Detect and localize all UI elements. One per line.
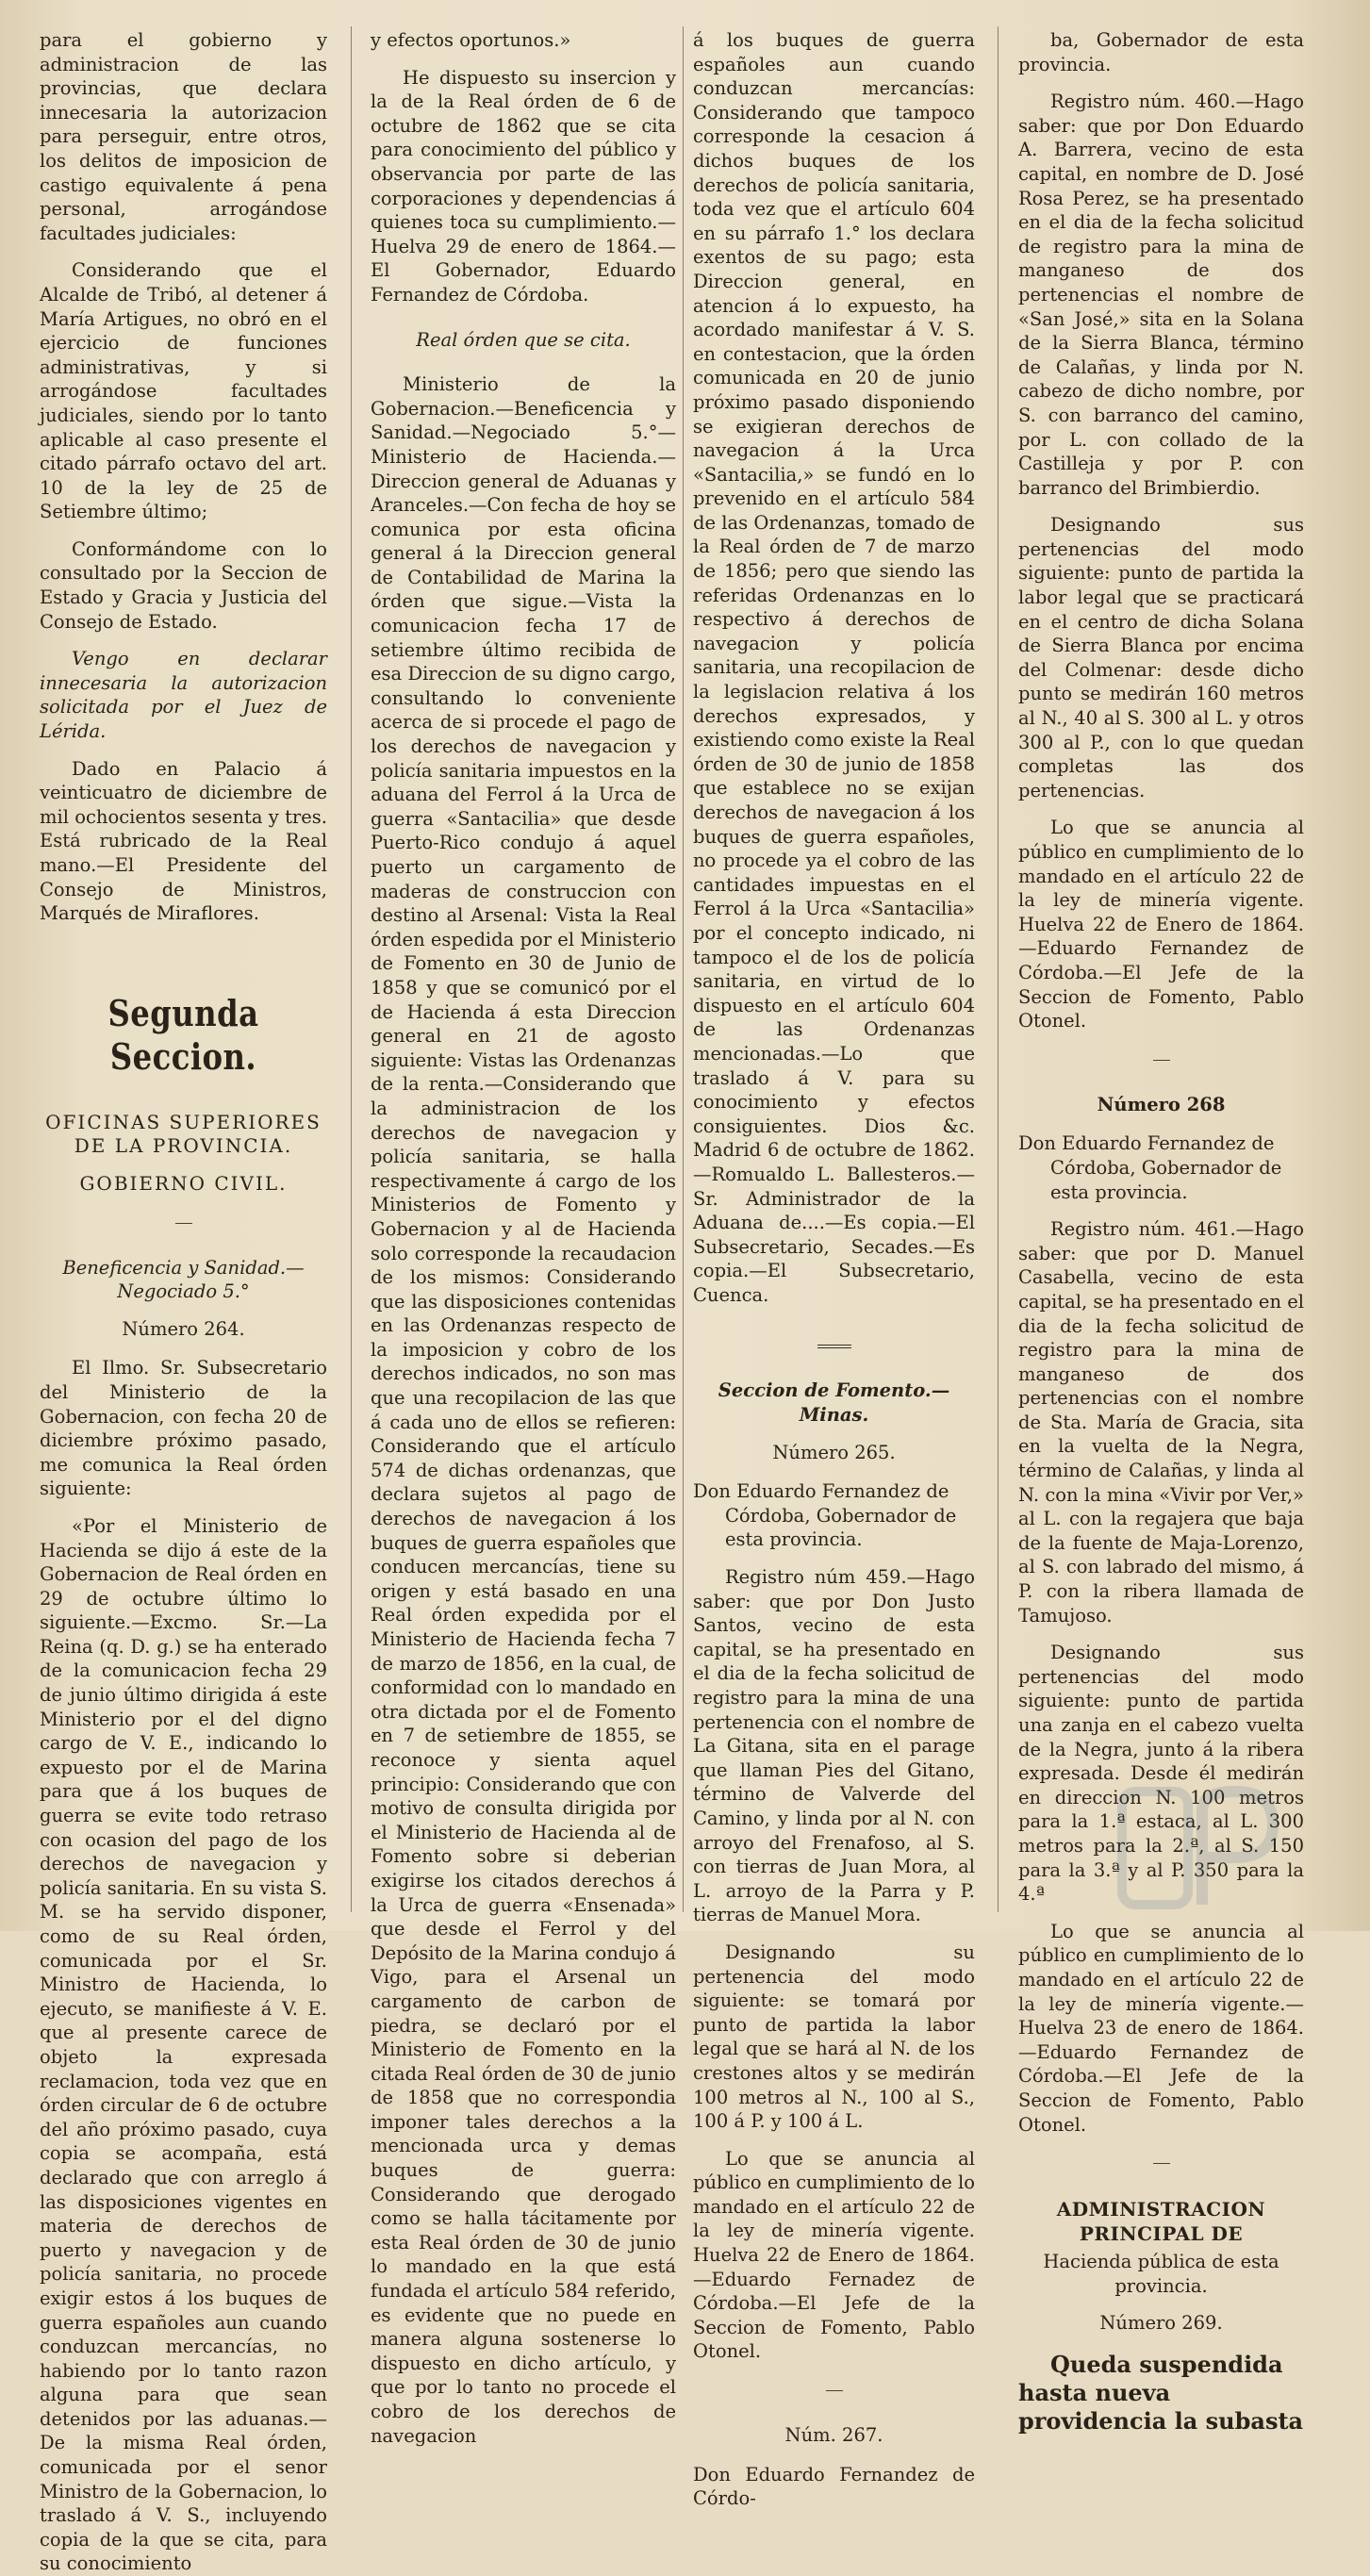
divider: [175, 1223, 192, 1224]
paragraph: He dispuesto su insercion y la de la Real órden de 6 de octubre de 1862 que se cita para conocimiento del público y observancia por parte de las corporaciones y dependencias á quienes toca su cumplimiento.—Huelva 29 de enero de 1864.—El Gobernador, Eduardo Fernandez de Córdoba.: [371, 66, 676, 305]
paragraph: á los buques de guerra españoles aun cuando conduzcan mercancías: Considerando que tampoco corresponde la cesacion á dichos buques de los derechos de policía sanitaria, toda vez que el artículo 604 en su párrafo 1.° los declara exentos de su pago; esta Direccion general, en atencion á lo expuesto, ha acordado manifestar á V. S. en contestacion, que la órden comunicada en 20 de junio próximo pasado disponiendo se exigieran derechos de navegacion á la Urca «Santacilia,» se fundó en lo prevenido en el artículo 584 de las Ordenanzas, tomado de la Real órden de 7 de marzo de 1856; pero que siendo las referidas Ordenanzas en lo respectivo á derechos de navegacion y policía sanitaria, una recopilacion de la legislacion relativa á los derechos expresados, y existiendo como existe la Real órden de 30 de junio de 1858 que establece no se exijan derechos de navegacion á los buques de guerra españoles, no procede ya el cobro de las cantidades impuestas en el Ferrol á la Urca «Santacilia» por el concepto indicado, ni tampoco el de los de policía sanitaria, en virtud de lo dispuesto en el artículo 604 de las Ordenanzas mencionadas.—Lo que traslado á V. para su conocimiento y efectos consiguientes. Dios &c. Madrid 6 de octubre de 1862.—Romualdo L. Ballesteros.—Sr. Administrador de la Aduana de....—Es copia.—El Subsecretario, Secades.—Es copia.—El Subsecretario, Cuenca.: [693, 29, 975, 1306]
paragraph: Ministerio de la Gobernacion.—Beneficencia y Sanidad.—Negociado 5.°—Ministerio de Hacienda.—Direccion general de Aduanas y Aranceles.—Con fecha de hoy se comunica por esta oficina general á la Direccion general de Contabilidad de Marina la órden que sigue.—Vista la comunicacion fecha 17 de setiembre último recibida de esa Direccion de su digno cargo, consultando lo conveniente acerca de si procede el pago de los derechos de navegacion y policía sanitaria impuestos en la aduana del Ferrol á la Urca de guerra «Santacilia» que desde Puerto-Rico condujo á aquel puerto un cargamento de maderas de construccion con destino al Arsenal: Vista la Real órden espedida por el Ministerio de Fomento en 30 de Junio de 1858 y que se comunicó por el de Hacienda á esta Direccion general en 21 de agosto siguiente: Vistas las Ordenanzas de la renta.—Considerando que la administracion de los derechos de navegacion y policía sanitaria, se halla respectivamente á cargo de los Ministerios de Fomento y Gobernacion y al de Hacienda solo corresponde la recaudacion de los mismos: Considerando que las disposiciones contenidas en las Ordenanzas respecto de la imposicion y cobro de los derechos indicados, no son mas que una recopilacion de las que á cada uno de ellos se refieren: Considerando que el artículo 574 de dichas ordenanzas, que declara sujetos al pago de derechos de navegacion á los buques de guerra españoles que conducen mercancías, tiene su origen y está basado en una Real órden expedida por el Ministerio de Hacienda fecha 7 de marzo de 1856, en la cual, de conformidad con lo mandado en otra dictada por el de Fomento en 7 de setiembre de 1855, se reconoce y sienta aquel principio: Considerando que con motivo de consulta dirigida por el Ministerio de Hacienda al de Fomento sobre si deberian exigirse los citados derechos á la Urca de guerra «Ensenada» que desde el Ferrol y del Depósito de la Marina condujo á Vigo, para el Arsenal un cargamento de carbon de piedra, se declaró por el Ministerio de Fomento en la citada Real órden de 30 de junio de 1858 que no correspondia imponer tales derechos a la mencionada urca y demas buques de guerra: Considerando que derogado como se halla tácitamente por esta Real órden de 30 de junio lo mandado en la que está fundada el artículo 584 referido, es evidente que no puede en manera alguna sostenerse lo dispuesto en dicho artículo, y que por lo tanto no procede el cobro de los derechos de navegacion: [371, 373, 676, 2447]
administration-heading: ADMINISTRACION PRINCIPAL DE: [1056, 2198, 1266, 2245]
paragraph: Designando sus pertenencias del modo siguiente: punto de partida la labor legal que se practicará en el centro de dicha Solana de Sierra Blanca por encima del Colmenar: desde dicho punto se medirán 160 metros al N., 40 al S. 300 al L. y otros 300 al P., con lo que quedan completas las dos pertenencias.: [1018, 514, 1304, 801]
divider: [826, 2390, 843, 2391]
divider: [817, 1345, 851, 1348]
department-heading: Seccion de Fomento.—Minas.: [718, 1379, 950, 1427]
column-rule: [998, 26, 999, 1912]
department-heading: Beneficencia y Sanidad.—Negociado 5.°: [62, 1256, 305, 1303]
civil-government-heading: GOBIERNO CIVIL.: [79, 1171, 288, 1195]
paragraph: Don Eduardo Fernandez de Córdo-: [693, 2463, 975, 2510]
paragraph: Dado en Palacio á veinticuatro de diciembre de mil ochocientos sesenta y tres. Está rubricado de la Real mano.—El Presidente del Consejo de Ministros, Marqués de Miraflores.: [40, 757, 327, 925]
paragraph: Registro núm. 461.—Hago saber: que por D. Manuel Casabella, vecino de esta capital, se ha presentado en el dia de la fecha solicitud de registro para la mina de manganeso de dos pertenencias con el nombre de Sta. María de Gracia, sita en la vuelta de la Negra, término de Calañas, y linda al N. con la mina «Vivir por Ver,» al L. con la regajera que baja de la fuente de Maja-Lorenzo, al S. con labrado del mismo, á P. con la ribera llamada de Tamujoso.: [1018, 1218, 1304, 1627]
paragraph: Lo que se anuncia al público en cumplimiento de lo mandado en el artículo 22 de la ley de minería vigente. Huelva 22 de Enero de 1864.—Eduardo Fernadez de Córdoba.—El Jefe de la Seccion de Fomento, Pablo Otonel.: [693, 2147, 975, 2363]
divider: [1153, 1060, 1170, 1061]
column-1: [40, 28, 327, 2575]
paragraph: Vengo en declarar innecesaria la autorizacion solicitada por el Juez de Lérida.: [40, 648, 327, 743]
column-rule: [351, 26, 352, 1912]
paragraph: Queda suspendida hasta nueva providencia la subasta: [1018, 2351, 1304, 2436]
paragraph: Registro núm 459.—Hago saber: que por Don Justo Santos, vecino de esta capital, se ha presentado en el dia de la fecha solicitud de registro para la mina de una pertenencia con el nombre de La Gitana, sita en el parage que llaman Pies del Gitano, término de Valverde del Camino, y linda por al N. con arroyo del Frenafoso, al S. con tierras de Juan Mora, al L. arroyo de la Parra y P. tierras de Manuel Mora.: [693, 1566, 975, 1926]
paragraph: «Por el Ministerio de Hacienda se dijo á este de la Gobernacion de Real órden en 29 de octubre último lo siguiente.—Excmo. Sr.—La Reina (q. D. g.) se ha enterado de la comunicacion fecha 29 de junio último dirigida á este Ministerio por el del digno cargo de V. E., indicando lo expuesto por el de Marina para que á los buques de guerra se evite todo retraso con ocasion del pago de los derechos de navegacion y policía sanitaria. En su vista S. M. se ha servido disponer, como de su Real órden, comunicada por el Sr. Ministro de Hacienda, lo ejecuto, se manifieste á V. E. que al presente carece de objeto la expresada reclamacion, toda vez que en órden circular de 6 de octubre del año próximo pasado, cuya copia se acompaña, está declarado que con arreglo á las disposiciones vigentes en materia de derechos de puerto y navegacion y de policía sanitaria, no procede exigir estos á los buques de guerra españoles aun cuando conduzcan mercancías, no habiendo por lo tanto razon alguna para que sean detenidos por las aduanas.—De la misma Real órden, comunicada por el senor Ministro de la Gobernacion, lo traslado á V. S., incluyendo copia de la que se cita, para su conocimiento: [40, 1514, 327, 2575]
paragraph: Conformándome con lo consultado por la Seccion de Estado y Gracia y Justicia del Consejo de Estado.: [40, 537, 327, 633]
paragraph: y efectos oportunos.»: [371, 29, 571, 51]
divider: [1153, 2163, 1170, 2164]
paragraph: Don Eduardo Fernandez de Córdoba, Gobernador de esta provincia.: [1018, 1132, 1282, 1203]
column-2: [371, 28, 676, 2447]
subheading: Real órden que se cita.: [416, 328, 631, 351]
paragraph: Don Eduardo Fernandez de Córdoba, Gobernador de esta provincia.: [693, 1480, 957, 1551]
notice-number: Número 268: [1097, 1093, 1226, 1115]
paragraph: Lo que se anuncia al público en cumplimiento de lo mandado en el artículo 22 de la ley de minería vigente. Huelva 22 de Enero de 1864.—Eduardo Fernandez de Córdoba.—El Jefe de la Seccion de Fomento, Pablo Otonel.: [1018, 817, 1304, 1032]
paragraph: para el gobierno y administracion de las provincias, que declara innecesaria la autorizacion para perseguir, entre otros, los delitos de imposicion de castigo equivalente á pena personal, arrogándose facultades judiciales:: [40, 29, 327, 244]
column-3: [693, 28, 975, 2510]
notice-number: Número 265.: [772, 1441, 896, 1463]
notice-number: Número 269.: [1099, 2312, 1223, 2335]
offices-heading: OFICINAS SUPERIORES DE LA PROVINCIA.: [45, 1110, 322, 1158]
paragraph: Considerando que el Alcalde de Tribó, al detener á María Artigues, no obró en el ejercicio de funciones administrativas, y si arrogándose facultades judiciales, siendo por lo tanto aplicable al caso presente el citado párrafo octavo del art. 10 de la ley de 25 de Setiembre último;: [40, 259, 327, 523]
paragraph: Lo que se anuncia al público en cumplimiento de lo mandado en el artículo 22 de la ley de minería vigente.—Huelva 23 de enero de 1864.—Eduardo Fernandez de Córdoba.—El Jefe de la Seccion de Fomento, Pablo Otonel.: [1018, 1920, 1304, 2136]
paragraph: Registro núm. 460.—Hago saber: que por Don Eduardo A. Barrera, vecino de esta capital, en nombre de D. José Rosa Perez, se ha presentado en el dia de la fecha solicitud de registro para la mina de manganeso de dos pertenencias el nombre de «San José,» sita en la Solana de la Sierra Blanca, término de Calañas, y linda por N. cabezo de dicho nombre, por S. con barranco del camino, por L. con collado de la Castilleja y por P. con barranco del Brimbierdio.: [1018, 91, 1304, 499]
notice-number: Número 264.: [122, 1317, 245, 1340]
notice-number: Núm. 267.: [784, 2424, 883, 2447]
paragraph: ba, Gobernador de esta provincia.: [1018, 29, 1304, 75]
paragraph: Designando sus pertenencias del modo siguiente: punto de partida una zanja en el cabezo vuelta de la Negra, junto á la ribera expresada. Desde él medirán en direccion N. 100 metros para la 1.ª estaca, al L. 300 metros para la 2.ª, al S. 150 para la 3.ª y al P. 350 para la 4.ª: [1018, 1642, 1304, 1906]
paragraph: El Ilmo. Sr. Subsecretario del Ministerio de la Gobernacion, con fecha 20 de diciembre próximo pasado, me comunica la Real órden siguiente:: [40, 1357, 327, 1500]
paragraph: Designando su pertenencia del modo siguiente: se tomará por punto de partida la labor legal que se hará al N. de los crestones altos y se medirán 100 metros al N., 100 al S., 100 á P. y 100 á L.: [693, 1940, 975, 2133]
section-title: Segunda Seccion.: [107, 991, 259, 1078]
subheading: Hacienda pública de esta provincia.: [1043, 2251, 1279, 2297]
column-rule: [683, 26, 684, 1912]
column-4: [1018, 28, 1304, 2436]
